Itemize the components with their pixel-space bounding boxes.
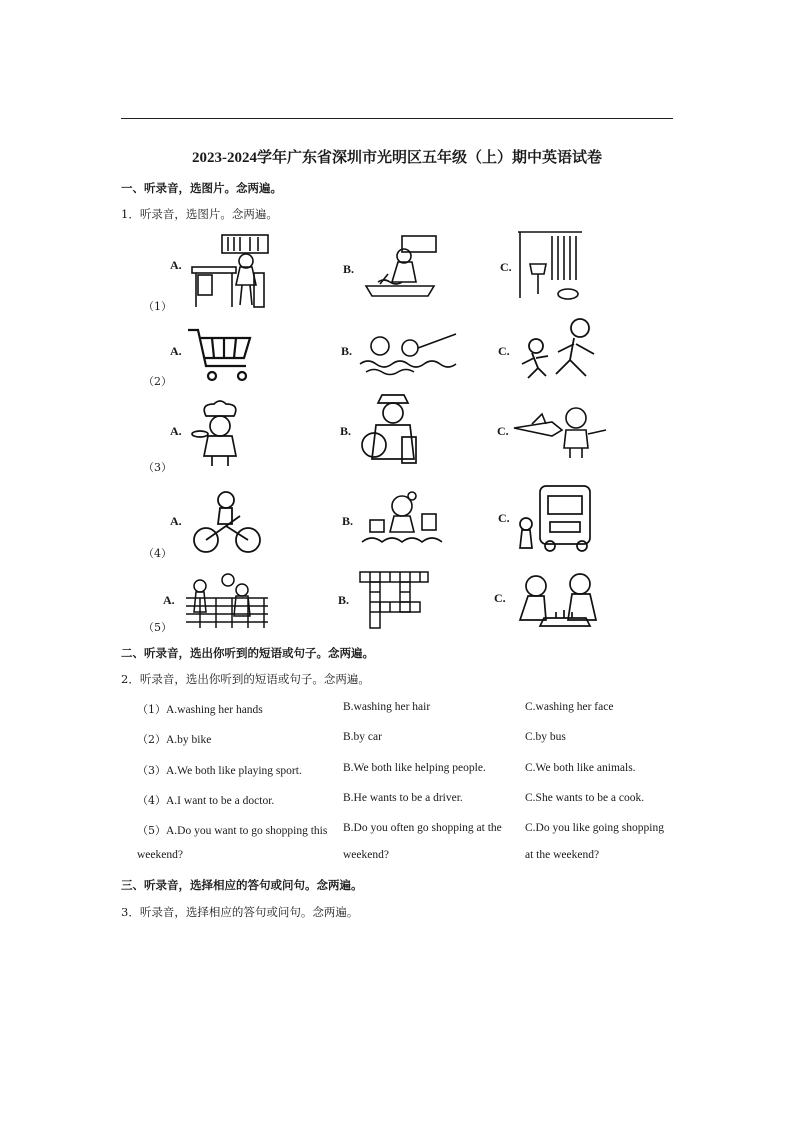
row1-option-b: B.	[343, 262, 355, 276]
row4-option-c: C.	[498, 511, 510, 525]
girl-at-desk-icon	[188, 233, 270, 309]
question-2: 2．听录音，选出你听到的短语或句子。念两遍。	[121, 672, 370, 686]
section1-heading: 一、听录音，选图片。念两遍。	[121, 181, 282, 195]
item1-choice-b: B.washing her hair	[343, 701, 431, 713]
item5-choice-b-cont: weekend?	[343, 849, 389, 861]
item5-choice-a: （5）A.Do you want to go shopping this	[137, 824, 328, 837]
row5-label: （5）	[143, 621, 172, 634]
bus-icon	[514, 482, 592, 554]
boys-playing-chess-icon	[510, 572, 610, 630]
row2-label: （2）	[143, 375, 172, 388]
row2-option-b: B.	[341, 344, 353, 358]
row4-label: （4）	[143, 547, 172, 560]
row4-option-a: A.	[170, 514, 182, 528]
postman-icon	[358, 393, 428, 469]
item5-choice-b: B.Do you often go shopping at the	[343, 822, 502, 834]
row3-option-b: B.	[340, 424, 352, 438]
question-1: 1．听录音，选图片。念两遍。	[121, 207, 278, 221]
item3-choice-b: B.We both like helping people.	[343, 762, 486, 774]
item3-choice-a: （3）A.We both like playing sport.	[137, 764, 302, 777]
row1-option-c: C.	[500, 260, 512, 274]
item5-choice-c: C.Do you like going shopping	[525, 822, 664, 834]
row2-option-a: A.	[170, 344, 182, 358]
girl-walking-icon	[360, 488, 444, 552]
crossword-icon	[356, 570, 432, 630]
item4-choice-c: C.She wants to be a cook.	[525, 792, 645, 804]
item2-choice-b: B.by car	[343, 731, 382, 743]
row1-option-a: A.	[170, 258, 182, 272]
page-title: 2023-2024学年广东省深圳市光明区五年级（上）期中英语试卷	[192, 150, 602, 166]
item1-choice-a: （1）A.washing her hands	[137, 703, 263, 716]
pilot-icon	[512, 400, 610, 460]
row3-option-a: A.	[170, 424, 182, 438]
woman-washing-icon	[358, 232, 440, 302]
item4-choice-a: （4）A.I want to be a doctor.	[137, 794, 275, 807]
item2-choice-a: （2）A.by bike	[137, 733, 212, 746]
kids-swimming-icon	[356, 328, 464, 376]
cook-icon	[190, 400, 248, 468]
shopping-cart-icon	[186, 326, 254, 384]
item2-choice-c: C.by bus	[525, 731, 566, 743]
item5-choice-c-cont: at the weekend?	[525, 849, 600, 861]
bathroom-shower-icon	[516, 230, 584, 304]
row5-option-b: B.	[338, 593, 350, 607]
item1-choice-c: C.washing her face	[525, 701, 614, 713]
boys-running-icon	[514, 316, 610, 382]
volleyball-icon	[184, 572, 270, 630]
row4-option-b: B.	[342, 514, 354, 528]
row3-label: （3）	[143, 461, 172, 474]
item5-choice-a-cont: weekend?	[137, 849, 183, 861]
question-3: 3．听录音，选择相应的答句或问句。念两遍。	[121, 905, 359, 919]
item3-choice-c: C.We both like animals.	[525, 762, 636, 774]
row3-option-c: C.	[497, 424, 509, 438]
section2-heading: 二、听录音，选出你听到的短语或句子。念两遍。	[121, 646, 374, 660]
row5-option-a: A.	[163, 593, 175, 607]
row5-option-c: C.	[494, 591, 506, 605]
row1-label: （1）	[143, 300, 172, 313]
row2-option-c: C.	[498, 344, 510, 358]
girl-on-bike-icon	[192, 490, 264, 556]
section3-heading: 三、听录音，选择相应的答句或问句。念两遍。	[121, 878, 363, 892]
item4-choice-b: B.He wants to be a driver.	[343, 792, 463, 804]
top-rule	[121, 118, 673, 119]
